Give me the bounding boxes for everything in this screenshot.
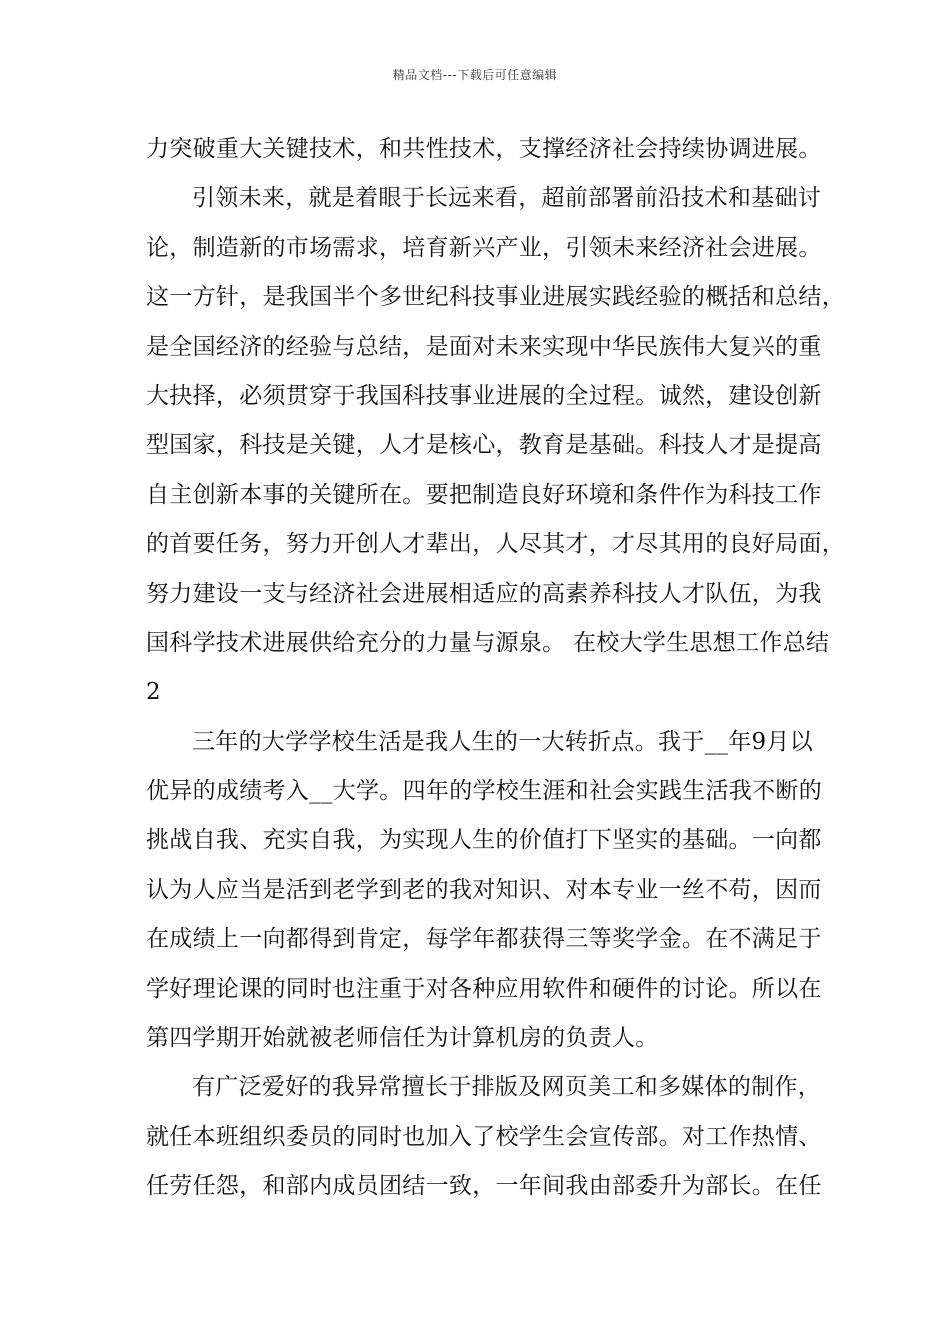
page-header: 精品文档---下载后可任意编辑 [392, 68, 558, 82]
text-line: 自主创新本事的关键所在。要把制造良好环境和条件作为科技工作 [146, 481, 822, 508]
text-line: 三年的大学学校生活是我人生的一大转折点。我于__年9月以 [192, 728, 814, 755]
text-line: 有广泛爱好的我异常擅长于排版及网页美工和多媒体的制作， [192, 1074, 822, 1101]
text-line: 2 [146, 679, 161, 706]
text-line: 第四学期开始就被老师信任为计算机房的负责人。 [146, 1025, 659, 1052]
text-line: 型国家，科技是关键，人才是核心，教育是基础。科技人才是提高 [146, 432, 822, 459]
text-line: 力突破重大关键技术，和共性技术，支撑经济社会持续协调进展。 [146, 136, 822, 162]
document-body [146, 128, 845, 1215]
text-line: 引领未来，就是着眼于长远来看，超前部署前沿技术和基础讨 [192, 185, 822, 212]
text-line: 这一方针，是我国半个多世纪科技事业进展实践经验的概括和总结， [146, 284, 845, 311]
text-line: 就任本班组织委员的同时也加入了校学生会宣传部。对工作热情、 [146, 1123, 822, 1150]
text-line: 国科学技术进展供给充分的力量与源泉。 在校大学生思想工作总结 [146, 629, 830, 656]
text-line: 努力建设一支与经济社会进展相适应的高素养科技人才队伍，为我 [146, 580, 822, 607]
text-line: 认为人应当是活到老学到老的我对知识、对本专业一丝不苟，因而 [146, 876, 822, 903]
text-line: 是全国经济的经验与总结，是面对未来实现中华民族伟大复兴的重 [146, 333, 822, 360]
text-line: 的首要任务，努力开创人才辈出，人尽其才，才尽其用的良好局面， [146, 531, 845, 558]
text-line: 大抉择，必须贯穿于我国科技事业进展的全过程。诚然，建设创新 [146, 382, 822, 409]
text-line: 学好理论课的同时也注重于对各种应用软件和硬件的讨论。所以在 [146, 975, 822, 1002]
text-line: 优异的成绩考入__大学。四年的学校生涯和社会实践生活我不断的 [146, 778, 822, 805]
text-line: 在成绩上一向都得到肯定，每学年都获得三等奖学金。在不满足于 [146, 926, 822, 953]
text-line: 任劳任怨，和部内成员团结一致，一年间我由部委升为部长。在任 [146, 1173, 822, 1200]
text-line: 论，制造新的市场需求，培育新兴产业，引领未来经济社会进展。 [146, 234, 822, 261]
text-line: 挑战自我、充实自我，为实现人生的价值打下坚实的基础。一向都 [146, 827, 822, 854]
